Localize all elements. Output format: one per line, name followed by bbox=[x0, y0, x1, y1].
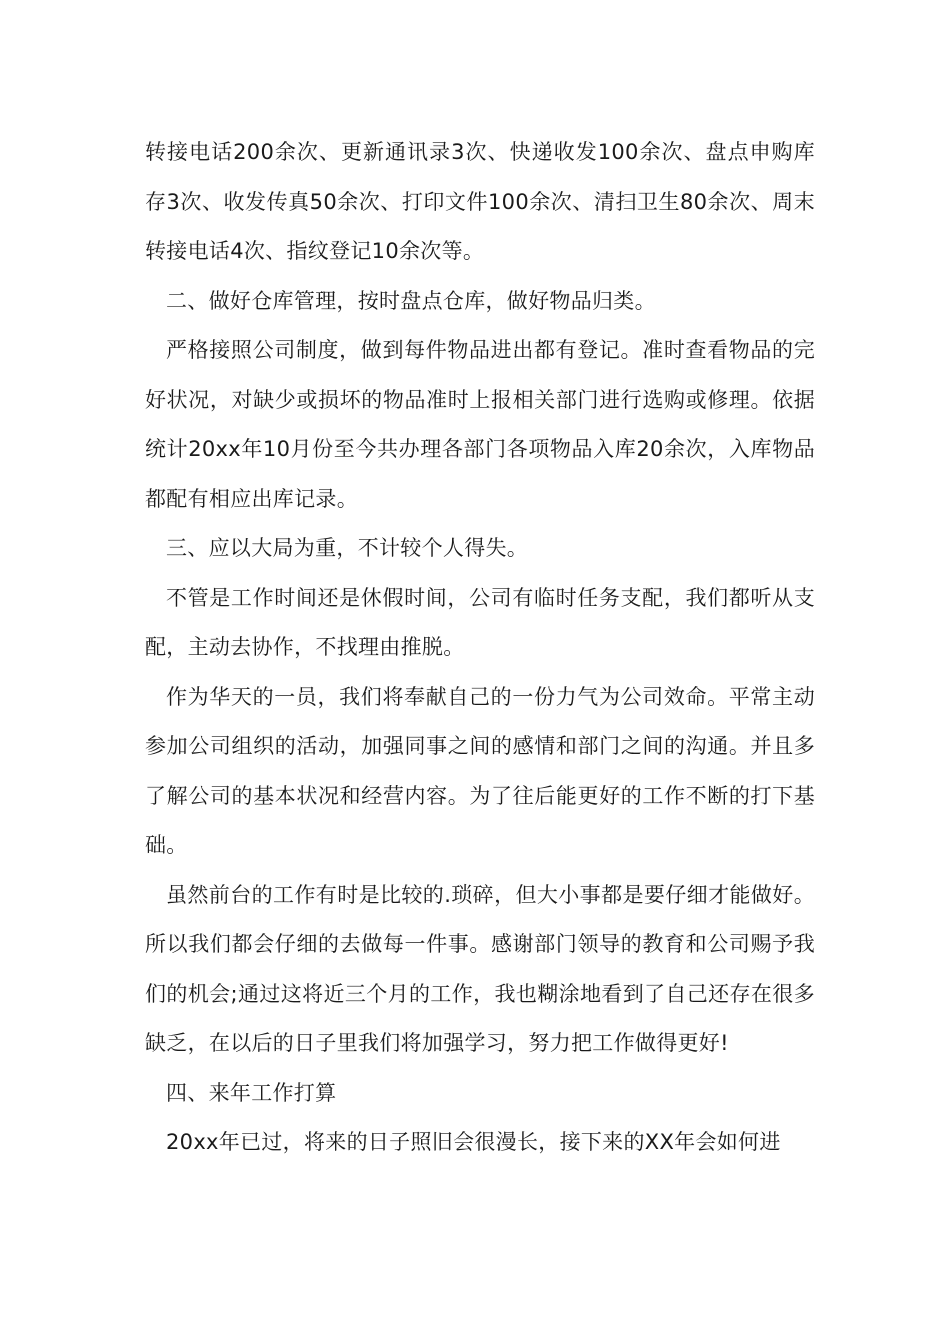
section-heading-big-picture: 三、应以大局为重，不计较个人得失。 bbox=[166, 536, 529, 560]
paragraph-cooperation: 不管是工作时间还是休假时间，公司有临时任务支配，我们都听从支配，主动去协作，不找理由推脱。 bbox=[145, 585, 815, 659]
section-heading-warehouse: 二、做好仓库管理，按时盘点仓库，做好物品归类。 bbox=[166, 288, 656, 313]
paragraph-continued-stats: 转接电话200余次、更新通讯录3次、快递收发100余次、盘点申购库存3次、收发传真50余次、打印文件100余次、清扫卫生80余次、周末转接电话4次、指纹登记10余次等。 bbox=[145, 140, 815, 263]
paragraph-team-member: 作为华天的一员，我们将奉献自己的一份力气为公司效命。平常主动参加公司组织的活动，加强同事之间的感情和部门之间的沟通。并且多了解公司的基本状况和经营内容。为了往后能更好的工作不断的打下基础。 bbox=[145, 684, 815, 857]
section-heading-next-year-plan: 四、来年工作打算 bbox=[166, 1080, 337, 1105]
document-body bbox=[145, 128, 815, 1168]
paragraph-next-year: 20xx年已过，将来的日子照旧会很漫长，接下来的XX年会如何进 bbox=[166, 1130, 781, 1154]
paragraph-front-desk: 虽然前台的工作有时是比较的.琐碎，但大小事都是要仔细才能做好。所以我们都会仔细的去做每一件事。感谢部门领导的教育和公司赐予我们的机会;通过这将近三个月的工作，我也糊涂地看到了自己还存在很多缺乏，在以后的日子里我们将加强学习，努力把工作做得更好! bbox=[145, 882, 815, 1055]
paragraph-warehouse: 严格接照公司制度，做到每件物品进出都有登记。准时查看物品的完好状况，对缺少或损坏的物品准时上报相关部门进行选购或修理。依据统计20xx年10月份至今共办理各部门各项物品入库20余次，入库物品都配有相应出库记录。 bbox=[145, 338, 815, 511]
